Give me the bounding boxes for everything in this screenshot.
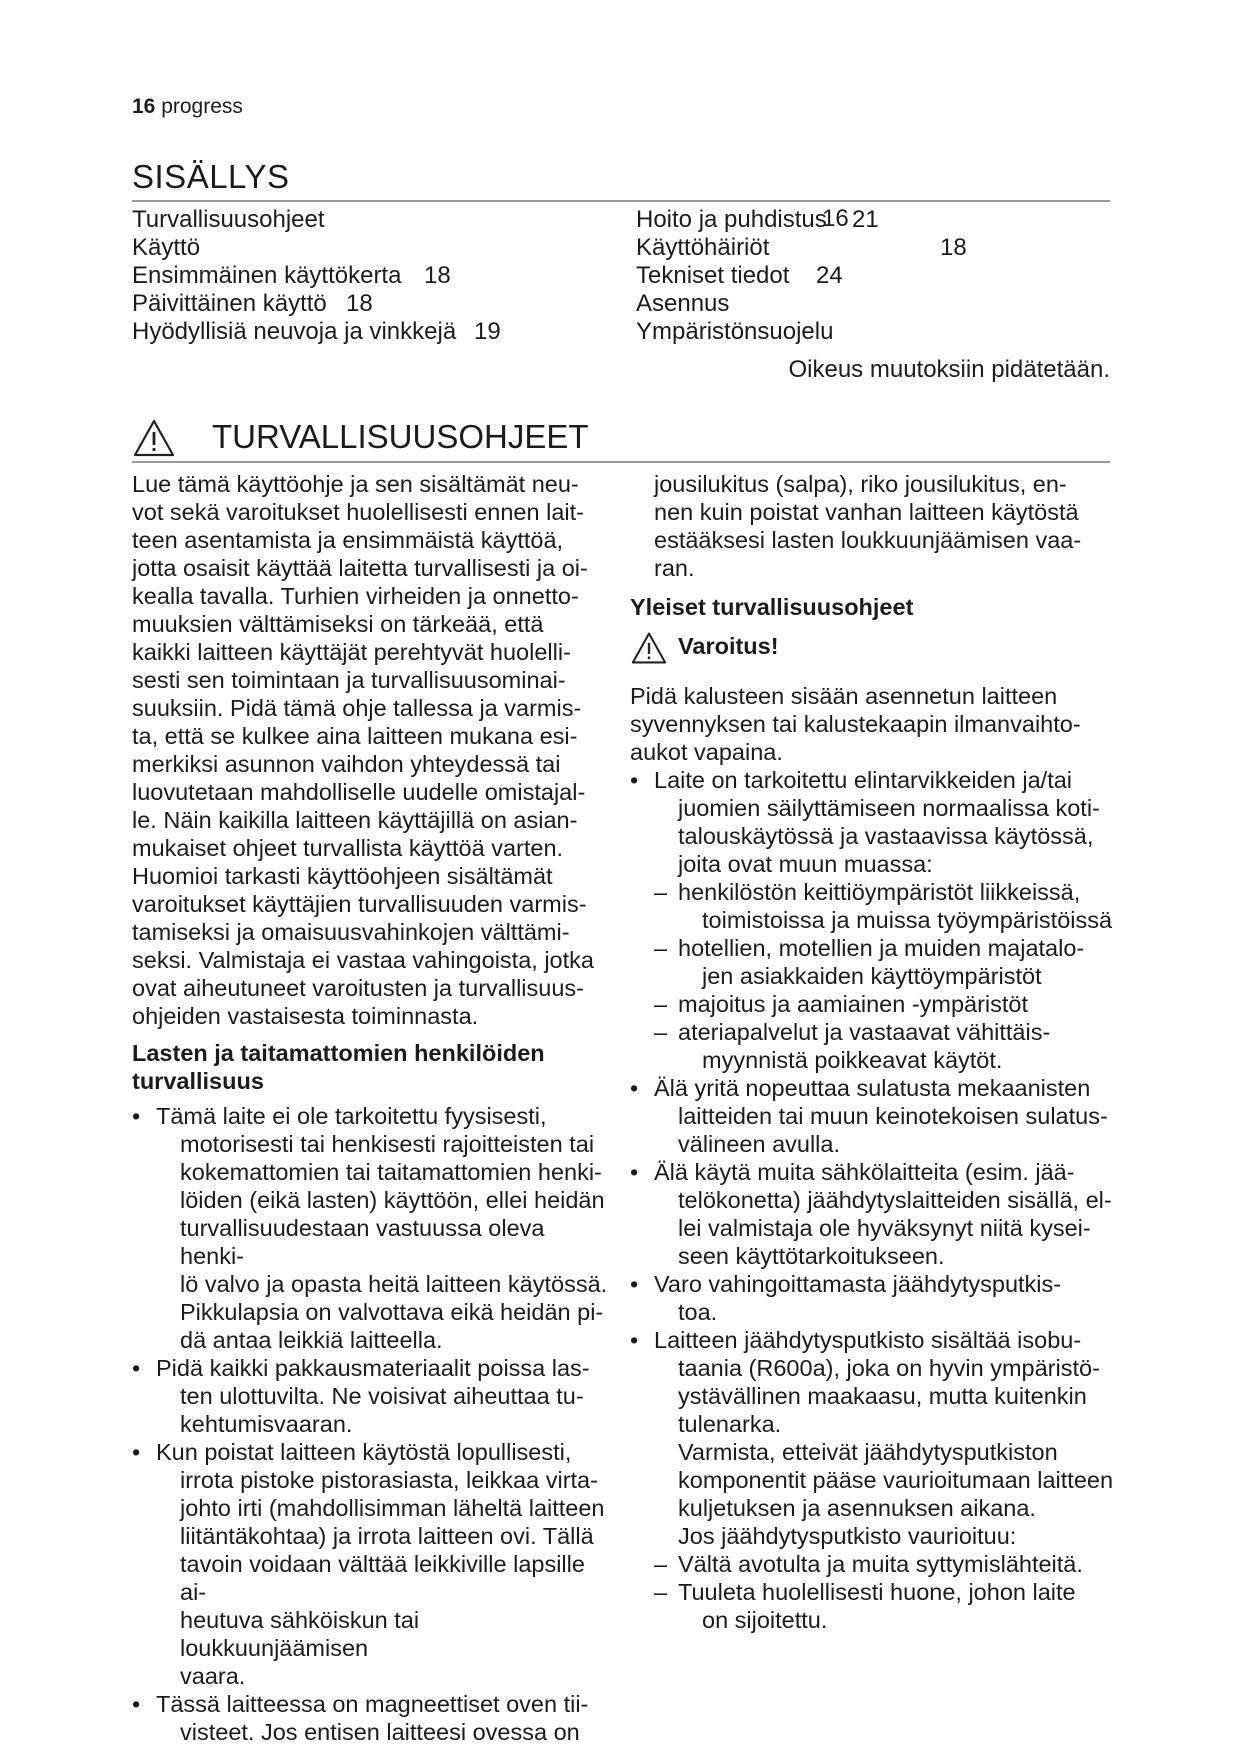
text-line: varoitukset käyttäjien turvallisuuden varmis- <box>132 891 587 917</box>
text-line: Jos jäähdytysputkisto vaurioituu: <box>678 1523 1017 1549</box>
toc-entry <box>636 262 843 290</box>
text-line: turvallisuudestaan vastuussa oleva henki- <box>180 1215 545 1269</box>
text-line: Laitteen jäähdytysputkisto sisältää isobu- <box>654 1327 1082 1353</box>
children-safety-heading <box>132 1039 612 1095</box>
list-item <box>630 1270 1120 1326</box>
text-line: myynnistä poikkeavat käytöt. <box>702 1047 1003 1073</box>
text-line: aukot vapaina. <box>630 739 783 765</box>
text-line: mukaiset ohjeet turvallista käyttöä varten. <box>132 835 564 861</box>
text-line: estääksesi lasten loukkuunjäämisen vaa- <box>654 527 1082 553</box>
text-line: johto irti (mahdollisimman läheltä laitteen <box>180 1495 605 1521</box>
text-line: lö valvo ja opasta heitä laitteen käytössä. <box>180 1271 608 1297</box>
text-line: välineen avulla. <box>678 1131 840 1157</box>
toc-entry <box>132 206 456 234</box>
bullet-icon: • <box>132 1103 141 1129</box>
dash-icon: – <box>654 991 668 1017</box>
list-item <box>630 1074 1120 1158</box>
text-line: syvennyksen tai kalustekaapin ilmanvaihto- <box>630 711 1081 737</box>
text-line: taania (R600a), joka on hyvin ympäristö- <box>678 1355 1100 1381</box>
toc-entry-label: Hyödyllisiä neuvoja ja vinkkejä <box>132 318 457 345</box>
sub-list-item <box>630 878 1120 934</box>
text-line: ystävällinen maakaasu, mutta kuitenkin <box>678 1383 1087 1409</box>
bullet-icon: • <box>630 1159 639 1185</box>
ventilation-paragraph <box>630 682 1120 766</box>
toc-entry-label: Ensimmäinen käyttökerta <box>132 262 402 289</box>
text-line: ovat aiheutuneet varoitusten ja turvallisuus- <box>132 975 584 1001</box>
warning-text: Varoitus! <box>678 633 779 659</box>
rights-notice: Oikeus muutoksiin pidätetään. <box>788 356 1110 383</box>
text-line: löiden (eikä lasten) käyttöön, ellei heidän <box>180 1187 605 1213</box>
sub-list-item <box>630 934 1120 990</box>
toc-entry-page: 19 <box>474 318 501 345</box>
bullet-icon: • <box>630 1271 639 1297</box>
text-line: kaikki laitteen käyttäjät perehtyvät huolelli- <box>132 639 571 665</box>
text-line: laitteiden tai muun keinotekoisen sulatus- <box>678 1103 1108 1129</box>
safety-heading <box>132 418 589 463</box>
text-line: Kun poistat laitteen käytöstä lopullisesti, <box>156 1439 572 1465</box>
list-item <box>132 1690 612 1746</box>
text-line: majoitus ja aamiainen -ympäristöt <box>678 991 1029 1017</box>
toc-entry <box>132 290 456 318</box>
toc-divider <box>132 200 1110 202</box>
text-line: talouskäytössä ja vastaavissa käytössä, <box>678 823 1094 849</box>
text-line: Tämä laite ei ole tarkoitettu fyysisesti, <box>156 1103 547 1129</box>
text-line: seksi. Valmistaja ei vastaa vahingoista, jotka <box>132 947 594 973</box>
toc-entry-label: Käyttöhäiriöt <box>636 234 770 261</box>
text-line: lei valmistaja ole hyväksynyt niitä kysei- <box>678 1215 1091 1241</box>
toc-entry <box>132 262 456 290</box>
general-safety-list <box>630 766 1120 1634</box>
bullet-icon: • <box>132 1355 141 1381</box>
left-column <box>132 470 612 1746</box>
toc-entry-page-overlap: 16 <box>822 205 849 232</box>
text-line: seen käyttötarkoitukseen. <box>678 1243 945 1269</box>
text-line: luovutetaan mahdolliselle uudelle omistajal- <box>132 779 586 805</box>
text-line: tamiseksi ja omaisuusvahinkojen välttämi- <box>132 919 570 945</box>
text-line: dä antaa leikkiä laitteella. <box>180 1327 443 1353</box>
list-item <box>630 1326 1120 1550</box>
list-item <box>132 1354 612 1438</box>
bullet-icon: • <box>630 1327 639 1353</box>
bullet-icon: • <box>132 1691 141 1717</box>
text-line: Varo vahingoittamasta jäähdytysputkis- <box>654 1271 1062 1297</box>
text-line: jen asiakkaiden käyttöympäristöt <box>702 963 1042 989</box>
text-line: telökonetta) jäähdytyslaitteiden sisällä, el- <box>678 1187 1112 1213</box>
text-line: visteet. Jos entisen laitteesi ovessa on <box>180 1719 580 1745</box>
text-line: irrota pistoke pistorasiasta, leikkaa virta- <box>180 1467 598 1493</box>
dash-icon: – <box>654 935 668 961</box>
text-line: toimistoissa ja muissa työympäristöissä <box>702 907 1113 933</box>
text-line: Tässä laitteessa on magneettiset oven tii- <box>156 1691 589 1717</box>
text-line: nen kuin poistat vanhan laitteen käytöstä <box>654 499 1079 525</box>
sub-list-item <box>630 1578 1120 1634</box>
text-line: jotta osaisit käyttää laitetta turvallisesti ja oi- <box>132 555 588 581</box>
children-safety-list <box>132 1102 612 1746</box>
toc-entry-label: Turvallisuusohjeet <box>132 206 325 233</box>
page-header <box>132 95 243 119</box>
text-line: Pikkulapsia on valvottava eikä heidän pi- <box>180 1299 604 1325</box>
text-line: hotellien, motellien ja muiden majatalo- <box>678 935 1085 961</box>
text-line: tulenarka. <box>678 1411 782 1437</box>
toc-entry-page: 18 <box>940 234 967 261</box>
text-line: merkiksi asunnon vaihdon yhteydessä tai <box>132 751 561 777</box>
text-line: liitäntäkohtaa) ja irrota laitteen ovi. Tällä <box>180 1523 594 1549</box>
toc-entry-page: 24 <box>816 262 843 289</box>
text-line: juomien säilyttämiseen normaalissa koti- <box>678 795 1100 821</box>
dash-icon: – <box>654 1019 668 1045</box>
toc-entry-page: 21 <box>852 206 879 233</box>
text-line: suuksiin. Pidä tämä ohje tallessa ja varmis- <box>132 695 582 721</box>
toc-entry-label: Hoito ja puhdistus <box>636 206 827 233</box>
warning-label <box>630 629 1120 665</box>
text-line: le. Näin kaikilla laitteen käyttäjillä on asian- <box>132 807 578 833</box>
text-line: ateriapalvelut ja vastaavat vähittäis- <box>678 1019 1051 1045</box>
text-line: komponentit pääse vaurioitumaan laitteen <box>678 1467 1114 1493</box>
text-line: vaara. <box>180 1663 246 1689</box>
toc-entry-label: Ympäristönsuojelu <box>636 318 834 345</box>
text-line: jousilukitus (salpa), riko jousilukitus, en- <box>654 471 1067 497</box>
bullet-icon: • <box>630 767 639 793</box>
text-line: teen asentamista ja ensimmäistä käyttöä, <box>132 527 564 553</box>
toc-title: SISÄLLYS <box>132 158 290 195</box>
toc-entry-label: Käyttö <box>132 234 201 261</box>
toc-entry <box>636 205 879 234</box>
text-line: kuljetuksen ja asennuksen aikana. <box>678 1495 1036 1521</box>
dash-icon: – <box>654 879 668 905</box>
continuation-paragraph <box>630 470 1120 582</box>
dash-icon: – <box>654 1579 668 1605</box>
warning-triangle-icon <box>630 631 668 665</box>
text-line: henkilöstön keittiöympäristöt liikkeissä, <box>678 879 1081 905</box>
list-item <box>630 766 1120 878</box>
toc-entry-label: Tekniset tiedot <box>636 262 790 289</box>
text-line: vot sekä varoitukset huolellisesti ennen lait- <box>132 499 584 525</box>
heading-line: turvallisuus <box>132 1068 264 1094</box>
text-line: Pidä kaikki pakkausmateriaalit poissa las- <box>156 1355 590 1381</box>
toc-entry <box>132 318 501 346</box>
text-line: Vältä avotulta ja muita syttymislähteitä. <box>678 1551 1083 1577</box>
text-line: toa. <box>678 1299 718 1325</box>
toc-entry-label: Asennus <box>636 290 730 317</box>
toc-right-column <box>636 205 967 346</box>
text-line: heutuva sähköiskun tai loukkuunjäämisen <box>180 1607 420 1661</box>
text-line: Huomioi tarkasti käyttöohjeen sisältämät <box>132 863 553 889</box>
brand-name: progress <box>161 95 243 118</box>
text-line: ten ulottuvilta. Ne voisivat aiheuttaa tu- <box>180 1383 584 1409</box>
toc-entry-page: 18 <box>424 262 451 289</box>
sub-list-item <box>630 1018 1120 1074</box>
text-line: on sijoitettu. <box>702 1607 828 1633</box>
right-column <box>630 470 1120 1634</box>
text-line: Pidä kalusteen sisään asennetun laitteen <box>630 683 1058 709</box>
text-line: kehtumisvaaran. <box>180 1411 353 1437</box>
text-line: kealla tavalla. Turhien virheiden ja onnetto- <box>132 583 579 609</box>
text-line: joita ovat muun muassa: <box>678 851 933 877</box>
page-number: 16 <box>132 95 156 118</box>
text-line: motorisesti tai henkisesti rajoitteisten tai <box>180 1131 595 1157</box>
toc-entry-page: 18 <box>346 290 373 317</box>
toc-entry <box>132 234 456 262</box>
toc-entry <box>636 234 967 262</box>
list-item <box>132 1102 612 1354</box>
text-line: Laite on tarkoitettu elintarvikkeiden ja/tai <box>654 767 1073 793</box>
toc-entry-label: Päivittäinen käyttö <box>132 290 327 317</box>
general-safety-heading: Yleiset turvallisuusohjeet <box>630 594 914 620</box>
text-line: Älä yritä nopeuttaa sulatusta mekaanisten <box>654 1075 1091 1101</box>
bullet-icon: • <box>630 1075 639 1101</box>
warning-triangle-icon <box>132 418 176 458</box>
text-line: Älä käytä muita sähkölaitteita (esim. jää- <box>654 1159 1075 1185</box>
sub-list-item <box>630 990 1120 1018</box>
list-item <box>630 1158 1120 1270</box>
text-line: tavoin voidaan välttää leikkiville lapsille ai- <box>180 1551 585 1605</box>
text-line: muuksien välttämiseksi on tärkeää, että <box>132 611 544 637</box>
section-divider <box>132 461 1110 463</box>
sub-list-item <box>630 1550 1120 1578</box>
text-line: Lue tämä käyttöohje ja sen sisältämät neu- <box>132 471 579 497</box>
toc-entry <box>636 318 833 346</box>
section-title: TURVALLISUUSOHJEET <box>212 418 589 455</box>
text-line: Tuuleta huolellisesti huone, johon laite <box>678 1579 1076 1605</box>
list-item <box>132 1438 612 1690</box>
text-line: sesti sen toimintaan ja turvallisuusominai- <box>132 667 566 693</box>
text-line: kokemattomien tai taitamattomien henki- <box>180 1159 602 1185</box>
bullet-icon: • <box>132 1439 141 1465</box>
heading-line: Lasten ja taitamattomien henkilöiden <box>132 1040 545 1066</box>
text-line: ohjeiden vastaisesta toiminnasta. <box>132 1003 479 1029</box>
toc-entry <box>636 290 833 318</box>
dash-icon: – <box>654 1551 668 1577</box>
text-line: ta, että se kulkee aina laitteen mukana esi- <box>132 723 578 749</box>
text-line: Varmista, etteivät jäähdytysputkiston <box>678 1439 1058 1465</box>
toc-left-column <box>132 206 501 346</box>
intro-paragraph <box>132 470 612 1030</box>
text-line: ran. <box>654 555 695 581</box>
